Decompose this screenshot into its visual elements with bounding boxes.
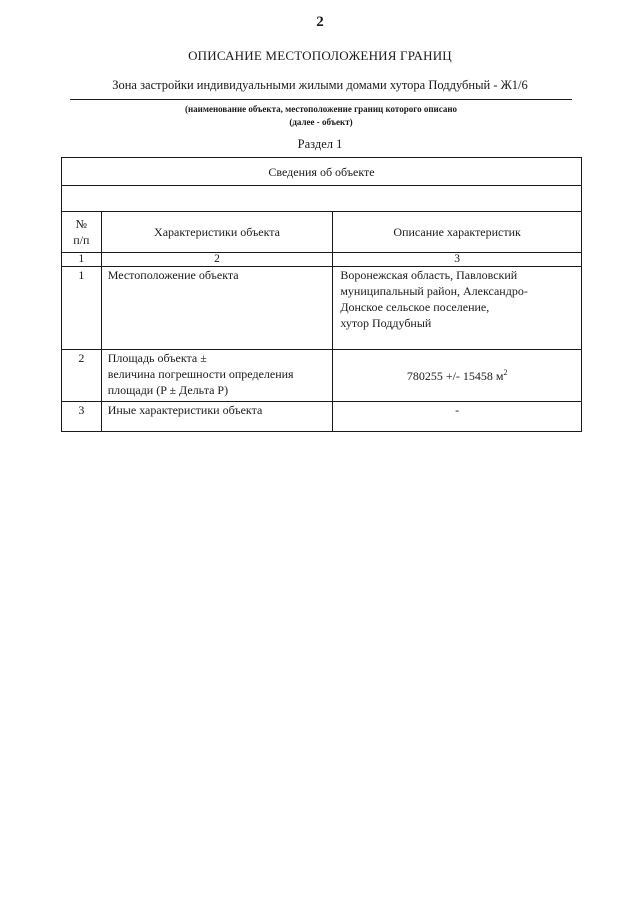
characteristic-line: величина погрешности определения [107, 367, 294, 381]
description-line: Воронежская область, Павловский [340, 268, 518, 282]
column-header-number-line-1: № [75, 217, 88, 231]
area-value: 780255 +/- 15458 м [406, 368, 504, 383]
object-info-table [61, 157, 582, 432]
row-characteristic [101, 402, 333, 432]
row-number: 3 [62, 402, 102, 432]
column-header-number-line-2: п/п [73, 233, 90, 247]
characteristic-line: площади (P ± Дельта P) [107, 383, 229, 397]
characteristic-line: Иные характеристики объекта [107, 403, 263, 417]
column-header-description: Описание характеристик [333, 212, 582, 253]
section-label: Раздел 1 [297, 137, 343, 151]
row-number: 2 [62, 350, 102, 402]
row-characteristic [101, 267, 333, 350]
column-header-number [62, 212, 102, 253]
row-description [333, 350, 582, 402]
table-column-header-row [62, 212, 582, 253]
table-column-index-row [62, 253, 582, 267]
table-row [62, 267, 582, 350]
object-name-underline [70, 99, 572, 100]
page-number: 2 [316, 14, 324, 30]
description-line: Донское сельское поселение, [340, 300, 490, 314]
area-unit-superscript: 2 [503, 367, 508, 377]
row-characteristic [101, 350, 333, 402]
characteristic-line: Местоположение объекта [107, 268, 239, 282]
object-name-caption [70, 103, 572, 129]
table-row [62, 350, 582, 402]
column-index-1: 1 [62, 253, 102, 267]
row-description: - [333, 402, 582, 432]
column-index-2: 2 [101, 253, 333, 267]
column-index-3: 3 [333, 253, 582, 267]
caption-line-2: (далее - объект) [289, 117, 353, 127]
object-name: Зона застройки индивидуальными жилыми домами хутора Поддубный - Ж1/6 [112, 78, 528, 92]
characteristic-line: Площадь объекта ± [107, 351, 207, 365]
column-header-characteristic: Характеристики объекта [101, 212, 333, 253]
table-empty-cell [62, 186, 582, 212]
table-heading-row [62, 158, 582, 186]
description-line: хутор Поддубный [340, 316, 432, 330]
row-number: 1 [62, 267, 102, 350]
table-heading: Сведения об объекте [62, 158, 582, 186]
table-empty-row [62, 186, 582, 212]
row-description [333, 267, 582, 350]
description-line: муниципальный район, Александро- [340, 284, 528, 298]
document-title: ОПИСАНИЕ МЕСТОПОЛОЖЕНИЯ ГРАНИЦ [188, 48, 452, 63]
table-row [62, 402, 582, 432]
caption-line-1: (наименование объекта, местоположение границ которого описано [184, 104, 458, 114]
